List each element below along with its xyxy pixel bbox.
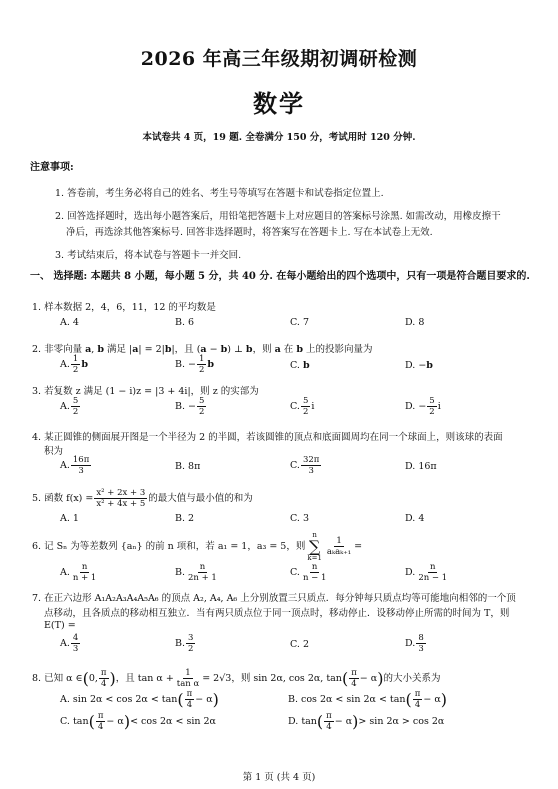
q4-stem-line-2: 积为 [44,446,64,457]
section-1-heading: 一、 选择题: 本题共 8 小题，每小题 5 分，共 40 分. 在每小题给出的四个选项中，只有一项是符合题目要求的. [30,271,530,282]
q3-option-a: A. $\frac{5}{2}$ [60,396,79,417]
q6-option-b: B. $\frac{n}{2n + 1}$ [175,562,217,583]
subject-title: 数学 [253,89,305,118]
q1-option-d: D. 8 [405,317,425,328]
exam-info: 本试卷共 4 页，19 题. 全卷满分 150 分，考试用时 120 分钟. [142,132,416,143]
q3-stem: 3. 若复数 z 满足 (1 − i)z = |3 + 4i|，则 z 的实部为 [32,386,259,397]
q3-option-c: C. $\frac{5}{2}$ i [290,396,315,417]
q7-option-a: A. $\frac{4}{3}$ [60,633,79,654]
note-item-2-line-1: 2. 回答选择题时，选出每小题答案后，用铅笔把答题卡上对应题目的答案标号涂黑. 如需改动，用橡皮擦干 [55,211,501,222]
q8-option-d: D. tan( $\frac{\pi}{4}$ − α)> sin 2α > cos 2α [288,711,445,732]
q7-option-c: C. 2 [290,639,310,650]
q5-stem: 5. 函数 f(x) = $\frac{\text{x² + 2x + 3}}{\text{x² + 4x + 5}}$ 的最大值与最小值的和为 [32,488,253,509]
q5-option-d: D. 4 [405,513,425,524]
q8-option-b: B. cos 2α < sin 2α < tan( $\frac{\pi}{4}$ − α) [288,689,448,710]
note-item-3: 3. 考试结束后，将本试卷与答题卡一并交回. [55,250,242,261]
q2-option-c: C. b [290,360,310,371]
q2-option-a: A. $\frac{1}{2}$ b [60,354,88,375]
q1-option-b: B. 6 [175,317,195,328]
q5-option-b: B. 2 [175,513,195,524]
note-item-1: 1. 答卷前，考生务必将自己的姓名、考生号等填写在答题卡和试卷指定位置上. [55,188,384,199]
q5-option-a: A. 1 [60,513,79,524]
q7-stem-line-1: 7. 在正六边形 A₁A₂A₃A₄A₅A₆ 的顶点 A₂, A₄, A₆ 上分别放置三只质点．每分钟每只质点均等可能地向相邻的一个顶 [32,593,516,604]
q2-stem: 2. 非零向量 a, b 满足 |a| = 2|b|，且 (a − b) ⊥ b，则 a 在 b 上的投影向量为 [32,344,373,355]
q6-option-d: D. $\frac{n}{2n - 1}$ [405,562,448,583]
q5-option-c: C. 3 [290,513,310,524]
q4-option-c: C. $\frac{32\pi}{3}$ [290,455,320,476]
q4-option-b: B. 8π [175,461,201,472]
q8-option-c: C. tan( $\frac{\pi}{4}$ − α)< cos 2α < sin 2α [60,711,216,732]
note-item-2-line-2: 净后，再选涂其他答案标号. 回答非选择题时，将答案写在答题卡上. 写在本试卷上无效. [66,227,433,238]
notes-heading: 注意事项: [30,162,74,173]
page-footer: 第 1 页 (共 4 页) [242,772,316,783]
q4-stem-line-1: 4. 某正圆锥的侧面展开图是一个半径为 2 的半圆，若该圆锥的顶点和底面圆周均在同一个球面上，则该球的表面 [32,432,503,443]
q3-option-d: D. − $\frac{5}{2}$ i [405,396,441,417]
q7-stem-line-3: E(T) = [44,620,76,631]
q8-stem: 8. 已知 α ∈(0, $\frac{\pi}{4}$ )，且 tan α + $\frac{1}{\text{tan α}}$ = 2√3，则 sin 2α, cos 2α, tan( $\frac{\pi}{4}$ − α)的大小关系为 [32,668,441,689]
q6-option-c: C. $\frac{n}{n - 1}$ [290,562,327,583]
q1-option-c: C. 7 [290,317,310,328]
exam-title: 2026 年高三年级期初调研检测 [140,48,418,70]
q3-option-b: B. − $\frac{5}{2}$ [175,396,205,417]
q7-option-d: D. $\frac{8}{3}$ [405,633,424,654]
q2-option-b: B. − $\frac{1}{2}$ b [175,354,215,375]
q6-stem: 6. 记 Sₙ 为等差数列 {aₙ} 的前 n 项和，若 a₁ = 1，a₃ = 5，则 n ∑ k=1 $\frac{1}{\text{aₖaₖ₊₁}}$ = [32,531,363,562]
q1-stem: 1. 样本数据 2，4，6，11，12 的平均数是 [32,302,216,313]
q4-option-d: D. 16π [405,461,437,472]
q7-stem-line-2: 点移动，且各质点的移动相互独立．当有两只质点位于同一顶点时，移动停止．设移动停止所需的时间为 T，则 [44,608,510,619]
q6-option-a: A. $\frac{n}{n + 1}$ [60,562,97,583]
q7-option-b: B. $\frac{3}{2}$ [175,633,194,654]
q2-option-d: D. −b [405,360,433,371]
q8-option-a: A. sin 2α < cos 2α < tan( $\frac{\pi}{4}$ − α) [60,689,219,710]
q1-option-a: A. 4 [60,317,79,328]
q4-option-a: A. $\frac{16\pi}{3}$ [60,455,90,476]
